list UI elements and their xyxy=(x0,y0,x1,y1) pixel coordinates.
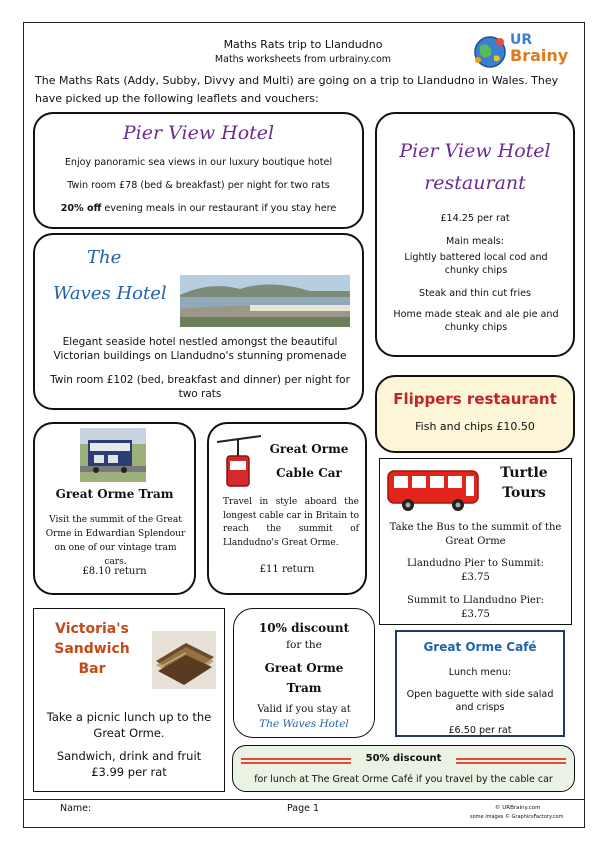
bus-icon xyxy=(386,467,482,513)
tram-voucher-for: for the xyxy=(286,639,322,651)
turtle-tours-title-1: Turtle xyxy=(500,465,548,481)
page-title: Maths Rats trip to Llandudno xyxy=(223,38,383,51)
pier-view-restaurant-title-2: restaurant xyxy=(424,172,526,194)
waves-hotel-room: Twin room £102 (bed, breakfast and dinner) per night for two rats xyxy=(50,374,350,400)
victorias-offer-line-2: £3.99 per rat xyxy=(91,765,167,779)
image-credit: some images © GraphicsFactory.com xyxy=(470,814,564,820)
promenade-photo xyxy=(180,275,350,327)
route-1-label: Llandudno Pier to Summit: xyxy=(407,558,544,569)
restaurant-meal-3: Home made steak and ale pie and chunky chips xyxy=(393,309,559,333)
tram-photo xyxy=(80,428,146,482)
copyright: © URBrainy.com xyxy=(495,805,541,811)
tram-leaflet xyxy=(33,422,196,595)
tram-voucher-name-2: Tram xyxy=(286,681,322,695)
pier-view-hotel-room: Twin room £78 (bed & breakfast) per night for two rats xyxy=(67,180,330,191)
cafe-discount-voucher xyxy=(232,745,575,792)
cafe-title: Great Orme Café xyxy=(423,640,537,654)
restaurant-meal-2: Steak and thin cut fries xyxy=(418,288,532,299)
restaurant-price: £14.25 per rat xyxy=(440,213,510,224)
cable-car-leaflet xyxy=(207,422,367,595)
page-subtitle: Maths worksheets from urbrainy.com xyxy=(214,54,392,65)
waves-hotel-description: Elegant seaside hotel nestled amongst the beautiful Victorian buildings on Llandudno's stunning promenade xyxy=(53,336,347,362)
flippers-offer: Fish and chips £10.50 xyxy=(415,420,535,433)
page-number: Page 1 xyxy=(286,803,320,814)
name-label: Name: xyxy=(60,803,92,814)
tram-voucher-condition: Valid if you stay at xyxy=(257,704,351,715)
victorias-description: Take a picnic lunch up to the Great Orme. xyxy=(46,710,212,740)
turtle-tours-leaflet xyxy=(379,458,572,625)
victorias-title-3: Bar xyxy=(78,661,106,677)
cable-car-price: £11 return xyxy=(259,564,315,575)
pier-view-restaurant-title-1: Pier View Hotel xyxy=(399,140,551,162)
waves-hotel-title-2: Waves Hotel xyxy=(53,283,167,304)
voucher-stripe-right-1 xyxy=(456,758,566,760)
tram-discount-voucher xyxy=(233,608,375,738)
discount-details: evening meals in our restaurant if you stay here xyxy=(101,203,337,214)
victorias-title-2: Sandwich xyxy=(54,641,130,657)
voucher-stripe-right-2 xyxy=(456,762,566,764)
victorias-offer-line-1: Sandwich, drink and fruit xyxy=(56,749,202,763)
intro-text: The Maths Rats (Addy, Subby, Divvy and Multi) are going on a trip to Llandudno in Wales. They have picked up the following leaflets and vouchers: xyxy=(35,74,559,105)
pier-view-hotel-discount xyxy=(35,202,362,215)
voucher-stripe-left-1 xyxy=(241,758,351,760)
victorias-title-1: Victoria's xyxy=(55,621,129,637)
flippers-restaurant-leaflet xyxy=(375,375,575,453)
flippers-title: Flippers restaurant xyxy=(393,390,557,408)
tram-voucher-name-1: Great Orme xyxy=(264,661,344,675)
turtle-tours-description: Take the Bus to the summit of the Great Orme xyxy=(389,522,562,547)
cafe-item: Open baguette with side salad and crisps xyxy=(406,689,554,713)
cafe-voucher-headline: 50% discount xyxy=(365,753,442,764)
cable-car-title-1: Great Orme xyxy=(269,442,349,456)
pier-view-restaurant-leaflet xyxy=(375,112,575,357)
cafe-menu-heading: Lunch menu: xyxy=(448,667,512,678)
victorias-sandwich-bar-leaflet xyxy=(33,608,225,792)
tram-voucher-headline: 10% discount xyxy=(258,621,350,635)
pier-view-hotel-tagline: Enjoy panoramic sea views in our luxury boutique hotel xyxy=(64,157,333,168)
tram-price: £8.10 return xyxy=(82,566,147,577)
great-orme-cafe-leaflet xyxy=(395,630,565,737)
route-2-label: Summit to Llandudno Pier: xyxy=(407,595,544,606)
logo-text-top: UR xyxy=(510,32,533,48)
footer-divider xyxy=(23,799,585,800)
tram-description: Visit the summit of the Great Orme in Edwardian Splendour on one of our vintage tram cars. xyxy=(45,515,186,567)
route-1-price: £3.75 xyxy=(461,572,490,583)
cable-car-title-2: Cable Car xyxy=(276,466,342,480)
restaurant-mains-heading: Main meals: xyxy=(446,236,504,247)
voucher-stripe-left-2 xyxy=(241,762,351,764)
pier-view-hotel-leaflet xyxy=(33,112,364,229)
pier-view-hotel-title: Pier View Hotel xyxy=(122,122,275,144)
route-2-price: £3.75 xyxy=(461,609,490,620)
cafe-voucher-condition: for lunch at The Great Orme Café if you travel by the cable car xyxy=(254,774,553,785)
cable-car-description: Travel in style aboard the longest cable car in Britain to reach the summit of Llandudno's Great Orme. xyxy=(223,497,359,548)
waves-hotel-leaflet xyxy=(33,233,364,410)
sandwich-photo xyxy=(152,631,216,689)
urbrainy-logo xyxy=(470,32,570,72)
turtle-tours-title-2: Tours xyxy=(502,485,546,501)
cafe-price: £6.50 per rat xyxy=(448,725,512,736)
waves-hotel-title-1: The xyxy=(87,247,122,268)
restaurant-meal-1: Lightly battered local cod and chunky chips xyxy=(404,252,548,276)
logo-text-bottom: Brainy xyxy=(510,46,569,65)
tram-voucher-hotel: The Waves Hotel xyxy=(259,718,349,730)
cable-car-icon xyxy=(217,434,261,490)
discount-amount: 20% off xyxy=(60,203,102,214)
tram-title: Great Orme Tram xyxy=(55,487,174,501)
